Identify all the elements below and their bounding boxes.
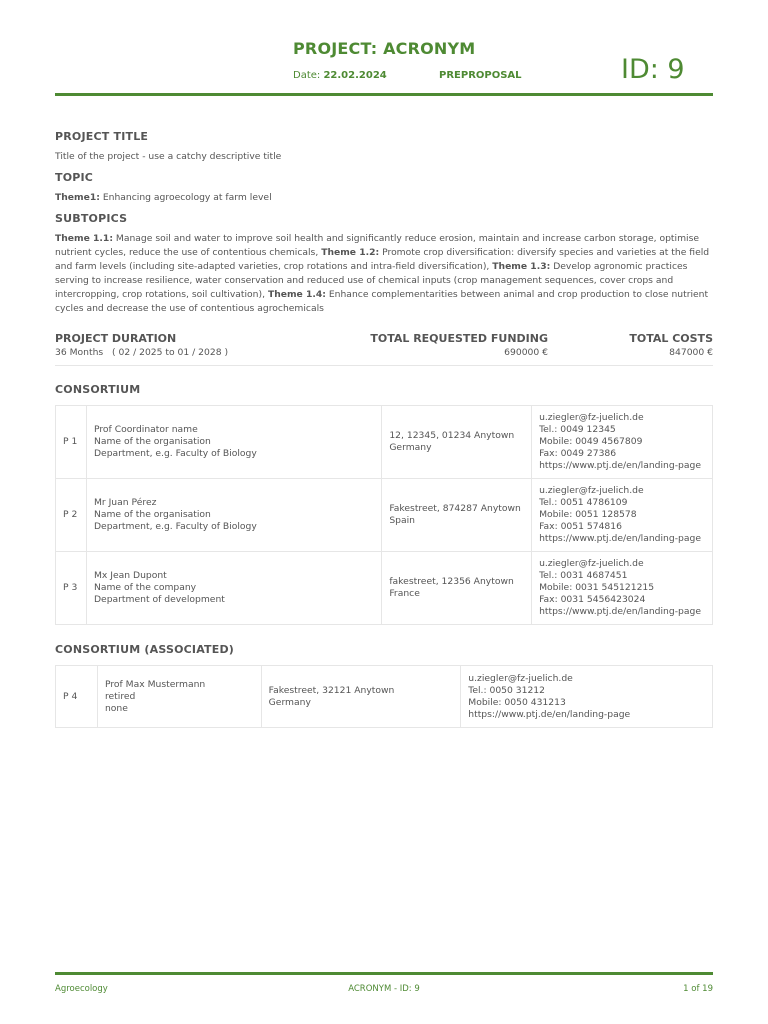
partner-organisation: retired bbox=[104, 690, 136, 702]
consortium-heading: CONSORTIUM bbox=[55, 383, 141, 396]
address-line: Fakestreet, 874287 Anytown bbox=[389, 503, 521, 514]
table-row bbox=[56, 406, 713, 479]
contact-website: https://www.ptj.de/en/landing-page bbox=[539, 606, 701, 617]
address-line: 12, 12345, 01234 Anytown bbox=[389, 430, 515, 441]
costs-block bbox=[629, 332, 713, 358]
subtopics-heading: SUBTOPICS bbox=[55, 212, 128, 225]
partner-address bbox=[382, 479, 532, 552]
partner-address bbox=[382, 406, 532, 479]
date-line bbox=[293, 70, 387, 81]
contact-tel: Tel.: 0049 12345 bbox=[539, 424, 616, 435]
footer-left: Agroecology bbox=[55, 984, 108, 994]
contact-mobile: Mobile: 0051 128578 bbox=[539, 509, 637, 520]
partner-name: Mx Jean Dupont bbox=[93, 570, 167, 581]
subtopic-text: Enhance complementarities between animal and crop production to close nutrient cycles and decrease the use of contentious agrochemicals bbox=[55, 289, 709, 314]
subtopic-label: Theme 1.3: bbox=[492, 261, 551, 272]
subtopic-text: Manage soil and water to improve soil health and significantly reduce erosion, maintain and increase carbon storage, optimise nutrient cycles, reduce the use of contentious chemicals, bbox=[55, 233, 700, 258]
funding-block bbox=[370, 332, 548, 358]
partner-contact bbox=[532, 406, 713, 479]
project-title-text: Title of the project - use a catchy descriptive title bbox=[55, 151, 282, 162]
partner-department: Department of development bbox=[93, 594, 225, 605]
partner-person bbox=[86, 479, 381, 552]
contact-website: https://www.ptj.de/en/landing-page bbox=[539, 533, 701, 544]
partner-department: none bbox=[104, 702, 128, 714]
date-value: 22.02.2024 bbox=[323, 70, 387, 81]
topic-text bbox=[55, 191, 713, 205]
subtopic-label: Theme 1.4: bbox=[267, 289, 326, 300]
subtopic-text: Develop agronomic practices serving to increase resilience, water conservation and reduced use of chemical inputs (crop management sequences, cover crops and intercropping, crop rotations, soil cultivation), bbox=[55, 261, 688, 300]
footer-center: ACRONYM - ID: 9 bbox=[348, 984, 420, 994]
associated-consortium-heading: CONSORTIUM (ASSOCIATED) bbox=[55, 643, 235, 656]
partner-contact bbox=[461, 666, 713, 728]
partner-person bbox=[97, 666, 261, 728]
duration-range: ( 02 / 2025 to 01 / 2028 ) bbox=[111, 347, 229, 358]
address-country: Germany bbox=[268, 696, 311, 708]
funding-value: 690000 € bbox=[504, 347, 548, 358]
partner-number: P 3 bbox=[56, 552, 87, 625]
partner-name: Prof Coordinator name bbox=[93, 424, 198, 435]
duration-value bbox=[55, 347, 228, 358]
partner-person bbox=[86, 406, 381, 479]
project-title-section-heading: PROJECT TITLE bbox=[55, 130, 149, 143]
table-row bbox=[56, 479, 713, 552]
page-header bbox=[55, 0, 713, 96]
partner-number: P 1 bbox=[56, 406, 87, 479]
costs-heading: TOTAL COSTS bbox=[629, 332, 713, 345]
funding-heading: TOTAL REQUESTED FUNDING bbox=[370, 332, 548, 345]
partner-number: P 2 bbox=[56, 479, 87, 552]
partner-department: Department, e.g. Faculty of Biology bbox=[93, 521, 257, 532]
partner-contact bbox=[532, 479, 713, 552]
contact-email: u.ziegler@fz-juelich.de bbox=[539, 558, 644, 569]
contact-tel: Tel.: 0050 31212 bbox=[468, 684, 546, 696]
topic-label: Theme1: bbox=[55, 192, 100, 203]
contact-website: https://www.ptj.de/en/landing-page bbox=[539, 460, 701, 471]
partner-department: Department, e.g. Faculty of Biology bbox=[93, 448, 257, 459]
partner-name: Prof Max Mustermann bbox=[104, 678, 206, 690]
subtopic-text: Promote crop diversification: diversify species and varieties at the field and farm levels (including site-adapted varieties, crop rotations and intra-field diversification), bbox=[55, 247, 710, 272]
contact-email: u.ziegler@fz-juelich.de bbox=[539, 485, 644, 496]
contact-email: u.ziegler@fz-juelich.de bbox=[539, 412, 644, 423]
table-row bbox=[56, 666, 713, 728]
duration-heading: PROJECT DURATION bbox=[55, 332, 177, 345]
partner-organisation: Name of the organisation bbox=[93, 509, 211, 520]
duration-funding-row bbox=[55, 332, 713, 366]
partner-contact bbox=[532, 552, 713, 625]
contact-email: u.ziegler@fz-juelich.de bbox=[468, 672, 573, 684]
partner-person bbox=[86, 552, 381, 625]
contact-fax: Fax: 0051 574816 bbox=[539, 521, 622, 532]
partner-address bbox=[382, 552, 532, 625]
topic-heading: TOPIC bbox=[55, 171, 94, 184]
address-line: Fakestreet, 32121 Anytown bbox=[268, 684, 395, 696]
costs-value: 847000 € bbox=[669, 347, 713, 358]
document-body bbox=[55, 130, 713, 728]
duration-months: 36 Months bbox=[55, 347, 104, 358]
footer-page-number: 1 of 19 bbox=[683, 984, 713, 994]
partner-name: Mr Juan Pérez bbox=[93, 497, 157, 508]
contact-mobile: Mobile: 0031 545121215 bbox=[539, 582, 655, 593]
table-row bbox=[56, 552, 713, 625]
subtopics-text bbox=[55, 232, 713, 316]
address-country: Germany bbox=[389, 442, 432, 453]
status-label: PREPROPOSAL bbox=[439, 70, 522, 81]
contact-tel: Tel.: 0031 4687451 bbox=[539, 570, 628, 581]
consortium-table bbox=[55, 405, 713, 625]
contact-tel: Tel.: 0051 4786109 bbox=[539, 497, 628, 508]
duration-block bbox=[55, 332, 228, 358]
project-id: ID: 9 bbox=[621, 54, 685, 85]
address-country: Spain bbox=[389, 515, 415, 526]
contact-mobile: Mobile: 0050 431213 bbox=[468, 696, 566, 708]
contact-website: https://www.ptj.de/en/landing-page bbox=[468, 708, 631, 720]
page-footer bbox=[55, 972, 713, 996]
contact-fax: Fax: 0031 5456423024 bbox=[539, 594, 646, 605]
partner-organisation: Name of the organisation bbox=[93, 436, 211, 447]
address-country: France bbox=[389, 588, 420, 599]
subtopic-label: Theme 1.2: bbox=[321, 247, 380, 258]
subtopic-label: Theme 1.1: bbox=[55, 233, 113, 244]
partner-organisation: Name of the company bbox=[93, 582, 197, 593]
address-line: fakestreet, 12356 Anytown bbox=[389, 576, 514, 587]
partner-address bbox=[261, 666, 461, 728]
contact-mobile: Mobile: 0049 4567809 bbox=[539, 436, 643, 447]
associated-consortium-table bbox=[55, 665, 713, 728]
date-label: Date: bbox=[293, 70, 321, 81]
partner-number: P 4 bbox=[56, 666, 98, 728]
project-title-heading: PROJECT: ACRONYM bbox=[293, 39, 476, 58]
topic-value: Enhancing agroecology at farm level bbox=[102, 192, 272, 203]
contact-fax: Fax: 0049 27386 bbox=[539, 448, 617, 459]
